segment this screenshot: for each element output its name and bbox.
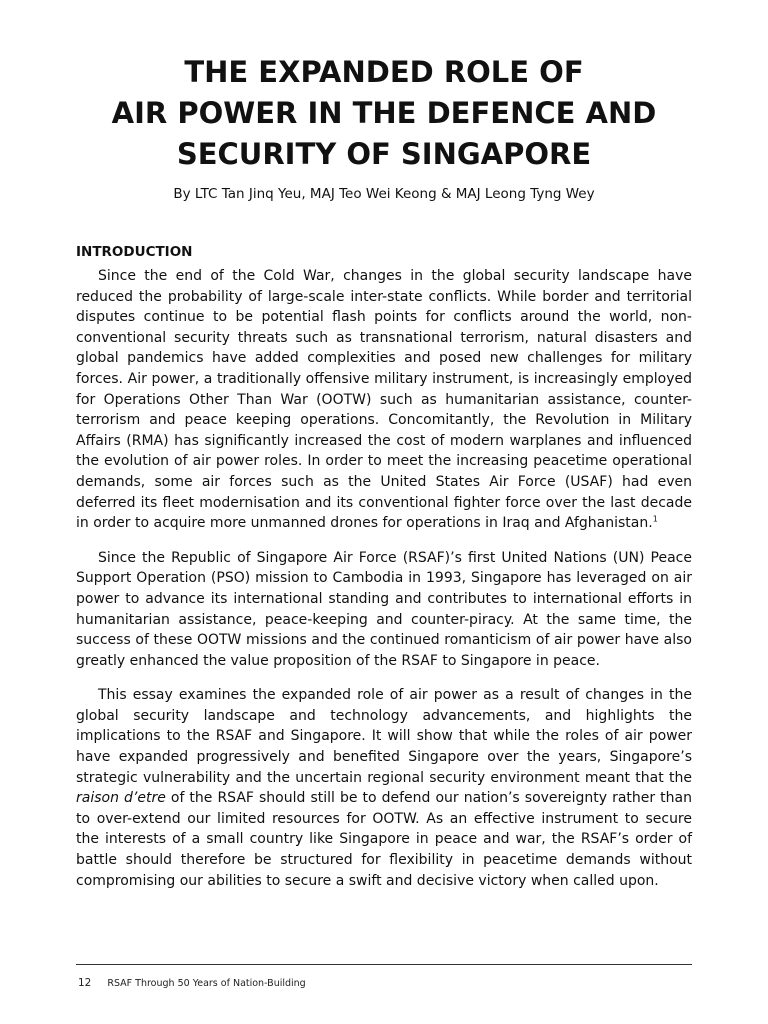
article-title (60, 52, 708, 175)
title-line-3: SECURITY OF SINGAPORE (176, 137, 592, 171)
page-number: 12 (78, 977, 92, 989)
page-footer (78, 977, 306, 990)
paragraph-1 (76, 266, 692, 534)
title-line-1: THE EXPANDED ROLE OF (184, 55, 584, 89)
paragraph-3-text-after: of the RSAF should still be to defend our nation’s sovereignty rather than to over-extend our limited resources for OOTW. As an effective instrument to secure the interests of a small country like Singapore in peace and war, the RSAF’s order of battle should therefore be structured for flexibility in peacetime demands without compromising our abilities to secure a swift and decisive victory when called upon. (76, 790, 692, 889)
paragraph-3-italic-term: raison d’etre (76, 790, 166, 807)
title-line-2: AIR POWER IN THE DEFENCE AND (111, 96, 657, 130)
article-body (76, 266, 692, 905)
paragraph-1-text: Since the end of the Cold War, changes in the global security landscape have reduced the probability of large-scale inter-state conflicts. While border and territorial disputes continue to be potential flash points for conflicts around the world, non-conventional security threats such as transnational terrorism, natural disasters and global pandemics have added complexities and posed new challenges for military forces. Air power, a traditionally offensive military instrument, is increasingly employed for Operations Other Than War (OOTW) such as humanitarian assistance, counter-terrorism and peace keeping operations. Concomitantly, the Revolution in Military Affairs (RMA) has significantly increased the cost of modern warplanes and influenced the evolution of air power roles. In order to meet the increasing peacetime operational demands, some air forces such as the United States Air Force (USAF) had even deferred its fleet modernisation and its conventional fighter force over the last decade in order to acquire more unmanned drones for operations in Iraq and Afghanistan. (76, 268, 692, 532)
paragraph-3 (76, 685, 692, 891)
footnote-marker[interactable]: 1 (652, 514, 658, 524)
paragraph-2: Since the Republic of Singapore Air Force (RSAF)’s first United Nations (UN) Peace Support Operation (PSO) mission to Cambodia in 1993, Singapore has leveraged on air power to advance its international standing and contributes to international efforts in humanitarian assistance, peace-keeping and counter-piracy. At the same time, the success of these OOTW missions and the continued romanticism of air power have also greatly enhanced the value proposition of the RSAF to Singapore in peace. (76, 549, 692, 669)
paragraph-3-text-before: This essay examines the expanded role of air power as a result of changes in the global security landscape and technology advancements, and highlights the implications to the RSAF and Singapore. It will show that while the roles of air power have expanded progressively and benefited Singapore over the years, Singapore’s strategic vulnerability and the uncertain regional security environment meant that the (76, 687, 692, 786)
publication-title: RSAF Through 50 Years of Nation-Building (107, 978, 306, 989)
footer-divider (76, 964, 692, 965)
section-heading-introduction: INTRODUCTION (76, 244, 193, 260)
author-byline: By LTC Tan Jinq Yeu, MAJ Teo Wei Keong & MAJ Leong Tyng Wey (173, 186, 595, 202)
